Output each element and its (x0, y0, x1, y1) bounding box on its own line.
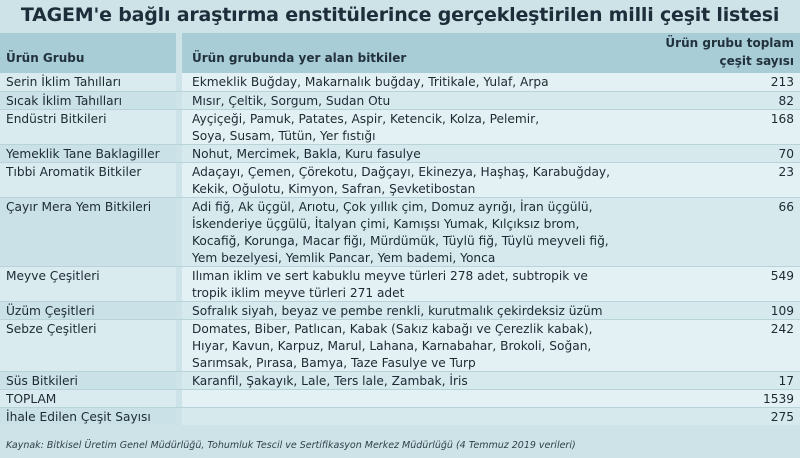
row-plants-line: Mısır, Çeltik, Sorgum, Sudan Otu (192, 94, 391, 108)
row-plants-line: İskenderiye üçgülü, İtalyan çimi, Kamışsı Yumak, Kılçıksız brom, (192, 217, 580, 231)
row-plants-line: Kocafiğ, Korunga, Macar fiğı, Mürdümük, Tüylü fiğ, Tüylü meyveli fiğ, (192, 234, 609, 248)
row-plants-line: Ekmeklik Buğday, Makarnalık buğday, Tritikale, Yulaf, Arpa (192, 75, 549, 89)
row-count: 70 (660, 145, 800, 162)
row-group: İhale Edilen Çeşit Sayısı (0, 408, 176, 425)
row-group: Üzüm Çeşitleri (0, 302, 176, 319)
table-row (0, 389, 800, 407)
row-plants (182, 267, 660, 301)
table-row (0, 266, 800, 301)
row-group: Meyve Çeşitleri (0, 267, 176, 301)
row-plants-line: Domates, Biber, Patlıcan, Kabak (Sakız kabağı ve Çerezlik kabak), (192, 322, 593, 336)
source-note: Kaynak: Bitkisel Üretim Genel Müdürlüğü, Tohumluk Tescil ve Sertifikasyon Merkez Müdürlüğü (4 Temmuz 2019 verileri) (6, 440, 576, 451)
table-row (0, 162, 800, 197)
table-row (0, 371, 800, 389)
row-count: 242 (660, 320, 800, 371)
table-row (0, 144, 800, 162)
table-row (0, 407, 800, 425)
table-row (0, 91, 800, 109)
variety-table (0, 33, 800, 425)
page-title: TAGEM'e bağlı araştırma enstitülerince gerçekleştirilen milli çeşit listesi (20, 4, 780, 26)
row-plants-line: Adaçayı, Çemen, Çörekotu, Dağçayı, Ekinezya, Haşhaş, Karabuğday, (192, 165, 611, 179)
row-group: Yemeklik Tane Baklagiller (0, 145, 176, 162)
row-count: 23 (660, 163, 800, 197)
row-group: Sebze Çeşitleri (0, 320, 176, 371)
row-plants-line: Nohut, Mercimek, Bakla, Kuru fasulye (192, 147, 421, 161)
row-plants (182, 320, 660, 371)
table-row (0, 197, 800, 266)
header-count-line1: Ürün grubu toplam (665, 36, 794, 50)
row-count: 66 (660, 198, 800, 266)
header-plants: Ürün grubunda yer alan bitkiler (182, 33, 660, 73)
row-group: Sıcak İklim Tahılları (0, 92, 176, 109)
table-row (0, 319, 800, 371)
header-count (660, 33, 800, 73)
row-plants (182, 92, 660, 109)
row-group: Tıbbi Aromatik Bitkiler (0, 163, 176, 197)
row-plants-line: Ayçiçeği, Pamuk, Patates, Aspir, Ketencik, Kolza, Pelemir, (192, 112, 540, 126)
row-group: Çayır Mera Yem Bitkileri (0, 198, 176, 266)
row-plants (182, 198, 660, 266)
row-plants-line: Sofralık siyah, beyaz ve pembe renkli, kurutmalık çekirdeksiz üzüm (192, 304, 603, 318)
row-group: Süs Bitkileri (0, 372, 176, 389)
row-plants (182, 110, 660, 144)
header-group: Ürün Grubu (0, 33, 176, 73)
row-plants-line: Karanfil, Şakayık, Lale, Ters lale, Zambak, İris (192, 374, 468, 388)
row-group: Serin İklim Tahılları (0, 73, 176, 91)
row-plants-line: Soya, Susam, Tütün, Yer fıstığı (192, 129, 376, 143)
row-plants-line: Kekik, Oğulotu, Kimyon, Safran, Şevketibostan (192, 182, 476, 196)
row-plants-line: tropik iklim meyve türleri 271 adet (192, 286, 405, 300)
row-count: 549 (660, 267, 800, 301)
row-plants (182, 408, 660, 425)
row-plants-line: Hıyar, Kavun, Karpuz, Marul, Lahana, Karnabahar, Brokoli, Soğan, (192, 339, 592, 353)
row-plants-line: Yem bezelyesi, Yemlik Pancar, Yem bademi, Yonca (192, 251, 496, 265)
row-count: 275 (660, 408, 800, 425)
row-plants (182, 145, 660, 162)
row-count: 109 (660, 302, 800, 319)
row-plants (182, 372, 660, 389)
header-count-line2: çeşit sayısı (719, 54, 794, 68)
row-plants-line: Sarımsak, Pırasa, Bamya, Taze Fasulye ve Turp (192, 356, 476, 370)
row-count: 1539 (660, 390, 800, 407)
row-group: Endüstri Bitkileri (0, 110, 176, 144)
table-header (0, 33, 800, 73)
row-plants (182, 390, 660, 407)
row-plants (182, 302, 660, 319)
row-plants (182, 73, 660, 91)
row-count: 82 (660, 92, 800, 109)
row-group: TOPLAM (0, 390, 176, 407)
table-row (0, 109, 800, 144)
row-count: 168 (660, 110, 800, 144)
table-body (0, 73, 800, 425)
row-plants (182, 163, 660, 197)
row-plants-line: Ilıman iklim ve sert kabuklu meyve türleri 278 adet, subtropik ve (192, 269, 588, 283)
row-count: 213 (660, 73, 800, 91)
row-count: 17 (660, 372, 800, 389)
table-row (0, 301, 800, 319)
row-plants-line: Adi fiğ, Ak üçgül, Arıotu, Çok yıllık çim, Domuz ayrığı, İran üçgülü, (192, 200, 593, 214)
table-row (0, 73, 800, 91)
